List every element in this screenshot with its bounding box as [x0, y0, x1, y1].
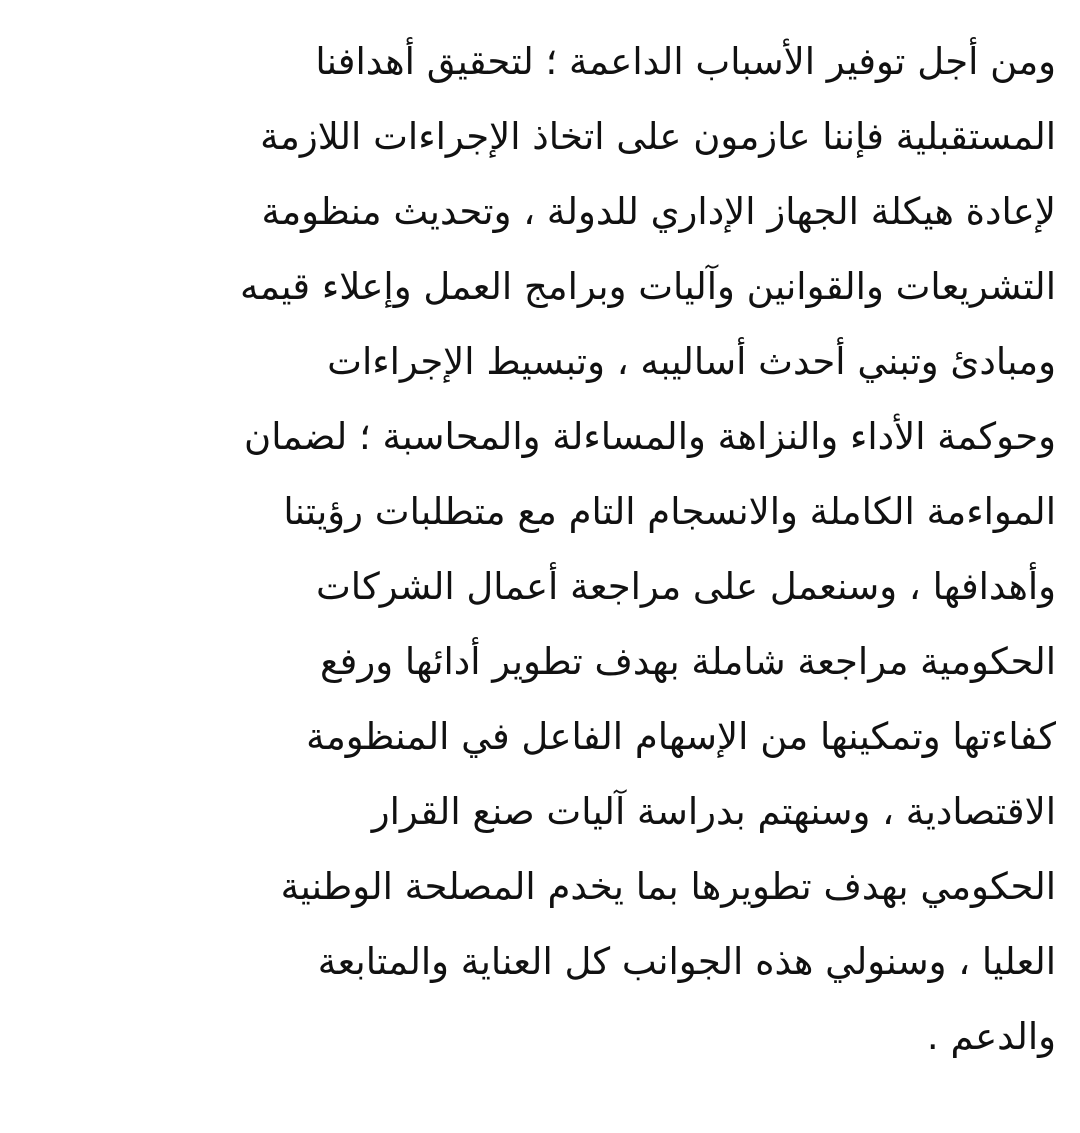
text-line: الحكومي بهدف تطويرها بما يخدم المصلحة الوطنية: [280, 865, 1056, 908]
text-line: الاقتصادية ، وسنهتم بدراسة آليات صنع القرار: [371, 790, 1056, 833]
text-line: المستقبلية فإننا عازمون على اتخاذ الإجراءات اللازمة: [260, 115, 1056, 158]
text-line: التشريعات والقوانين وآليات وبرامج العمل وإعلاء قيمه: [240, 265, 1056, 308]
text-line: كفاءتها وتمكينها من الإسهام الفاعل في المنظومة: [306, 715, 1056, 758]
text-line: ومن أجل توفير الأسباب الداعمة ؛ لتحقيق أهدافنا: [315, 40, 1056, 83]
text-line: الحكومية مراجعة شاملة بهدف تطوير أدائها ورفع: [319, 640, 1056, 683]
text-line: والدعم .: [926, 1015, 1056, 1058]
text-line: وحوكمة الأداء والنزاهة والمساءلة والمحاسبة ؛ لضمان: [244, 415, 1056, 458]
document-body: [46, 24, 1056, 1074]
text-line: المواءمة الكاملة والانسجام التام مع متطلبات رؤيتنا: [283, 490, 1056, 533]
text-line: العليا ، وسنولي هذه الجوانب كل العناية والمتابعة: [317, 940, 1056, 983]
text-line: وأهدافها ، وسنعمل على مراجعة أعمال الشركات: [315, 565, 1056, 608]
text-line: لإعادة هيكلة الجهاز الإداري للدولة ، وتحديث منظومة: [261, 190, 1056, 233]
text-line: ومبادئ وتبني أحدث أساليبه ، وتبسيط الإجراءات: [327, 340, 1056, 383]
